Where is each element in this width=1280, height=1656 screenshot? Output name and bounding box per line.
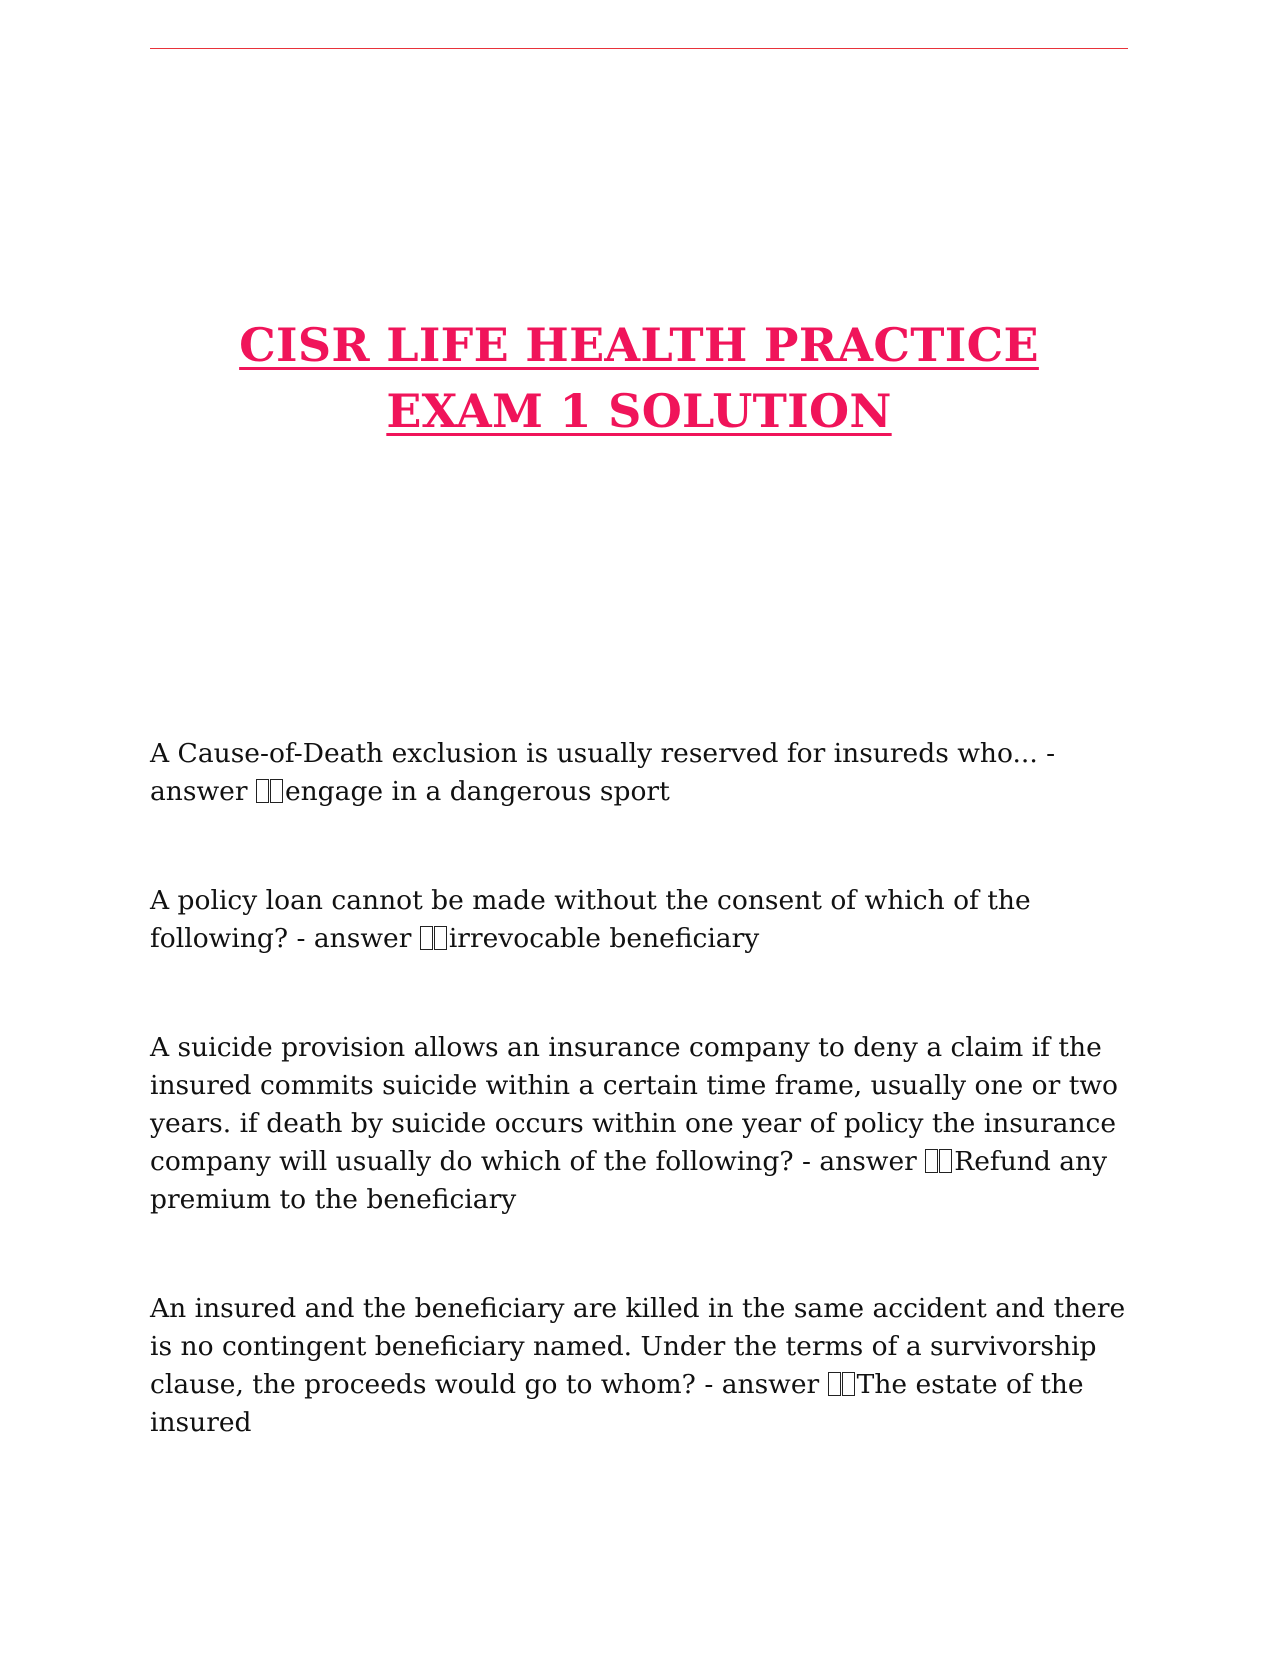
title-line-1: CISR LIFE HEALTH PRACTICE [239,318,1039,372]
qa-item-2 [150,882,1090,958]
answer-text: engage in a dangerous sport [284,776,670,807]
answer-prefix: answer [150,776,256,807]
qa-item-3 [150,1029,1140,1219]
missing-glyph-icon [420,926,433,950]
question-text: A suicide provision allows an insurance company to deny a claim if the insured commits suicide within a certain time frame, usually one or two years. if death by suicide occurs within one year of policy the insurance company will usually do which of the following? - [150,1032,1118,1177]
question-text: A Cause-of-Death exclusion is usually reserved for insureds who... - [150,738,1056,769]
question-text: A policy loan cannot be made without the consent of which of the following? - [150,885,1031,954]
title-line-2: EXAM 1 SOLUTION [386,384,892,438]
answer-text: irrevocable beneficiary [448,923,760,954]
answer-prefix: answer [810,1146,926,1177]
missing-glyph-icon [925,1149,938,1173]
answer-text: The estate of the insured [150,1369,1084,1438]
header-rule [150,48,1128,49]
answer-prefix: answer [713,1369,828,1400]
answer-text: Refund any premium to the beneficiary [150,1146,1108,1215]
missing-glyph-icon [828,1372,841,1396]
missing-glyph-icon [434,926,447,950]
qa-item-4 [150,1290,1140,1442]
answer-prefix: answer [305,923,420,954]
missing-glyph-icon [939,1149,952,1173]
question-text: An insured and the beneficiary are killed in the same accident and there is no contingent beneficiary named. Under the terms of a survivorship clause, the proceeds would go to whom? - [150,1293,1126,1400]
qa-item-1 [150,735,1090,811]
missing-glyph-icon [270,779,283,803]
missing-glyph-icon [842,1372,855,1396]
missing-glyph-icon [256,779,269,803]
document-title [150,312,1128,444]
